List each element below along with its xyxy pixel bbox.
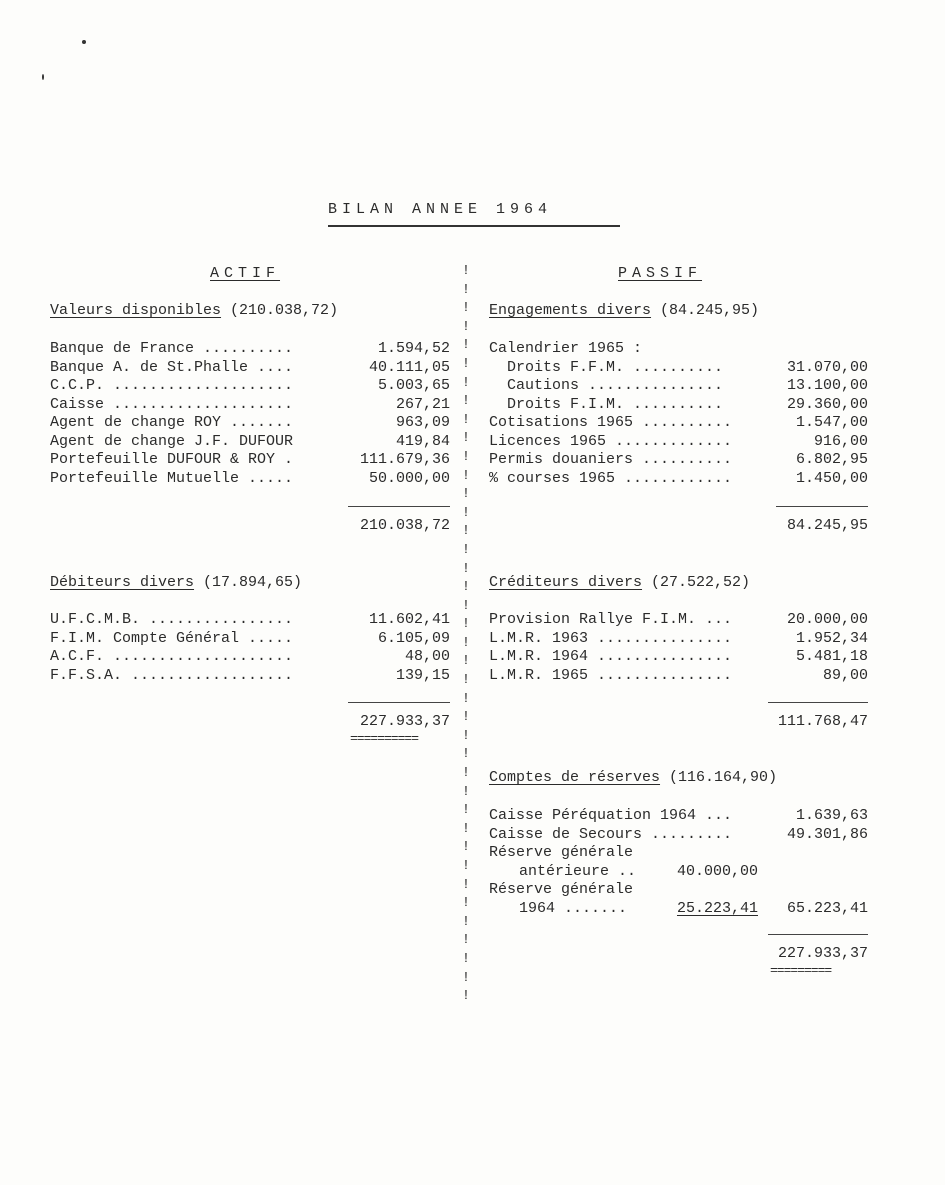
- passif-row: Cotisations 1965 ..........: [489, 414, 733, 431]
- passif-row: Cautions ...............: [489, 377, 724, 394]
- actif-row: Portefeuille DUFOUR & ROY .: [50, 451, 294, 468]
- actif-row: C.C.P. ....................: [50, 377, 294, 394]
- passif-row: L.M.R. 1965 ...............: [489, 666, 733, 684]
- valeurs-total: (210.038,72): [230, 302, 339, 319]
- passif-value: 89,00: [822, 666, 868, 684]
- engagements-total: (84.245,95): [660, 302, 760, 319]
- valeurs-label: Valeurs disponibles: [50, 302, 222, 319]
- actif-total-double-rule: ==========: [350, 731, 419, 746]
- reserve-generale-total: 65.223,41: [786, 899, 868, 917]
- actif-row: Caisse ....................: [50, 395, 294, 413]
- subtotal-rule: [776, 506, 868, 507]
- passif-value: 916,00: [813, 432, 868, 450]
- year-value: 25.223,41: [676, 899, 758, 917]
- passif-value: 29.360,00: [786, 395, 868, 413]
- passif-value: 1.450,00: [795, 469, 868, 487]
- subtotal-rule: [768, 702, 868, 703]
- passif-value: 20.000,00: [786, 611, 868, 628]
- actif-value: 5.003,65: [377, 377, 450, 394]
- passif-row: L.M.R. 1963 ...............: [489, 629, 733, 647]
- valeurs-heading: [50, 302, 338, 320]
- actif-value: 267,21: [395, 395, 450, 413]
- crediteurs-heading: [489, 574, 750, 592]
- passif-row: Droits F.F.M. ..........: [489, 358, 724, 376]
- year-label: 1964 .......: [519, 899, 628, 917]
- page-title: BILAN ANNEE 1964: [328, 201, 553, 218]
- total-rule: [768, 934, 868, 935]
- reserves-label: Comptes de réserves: [489, 769, 661, 786]
- actif-value: 419,84: [395, 432, 450, 450]
- passif-heading: PASSIF: [618, 265, 703, 282]
- actif-row: Agent de change J.F. DUFOUR: [50, 432, 294, 450]
- passif-row: Caisse Péréquation 1964 ...: [489, 807, 733, 824]
- passif-row: Permis douaniers ..........: [489, 451, 733, 468]
- actif-row: Banque de France ..........: [50, 340, 294, 357]
- actif-row: F.F.S.A. ..................: [50, 666, 294, 684]
- crediteurs-label: Créditeurs divers: [489, 574, 643, 591]
- passif-value: 31.070,00: [786, 358, 868, 376]
- ink-speck: [42, 74, 44, 80]
- actif-value: 48,00: [404, 648, 450, 665]
- actif-value: 11.602,41: [368, 611, 450, 628]
- actif-value: 963,09: [395, 414, 450, 431]
- actif-value: 40.111,05: [368, 358, 450, 376]
- passif-value: 5.481,18: [795, 648, 868, 665]
- engagements-heading: [489, 302, 759, 320]
- actif-row: F.I.M. Compte Général .....: [50, 629, 294, 647]
- actif-value: 1.594,52: [377, 340, 450, 357]
- actif-row: A.C.F. ....................: [50, 648, 294, 665]
- total-rule: [348, 702, 450, 703]
- debiteurs-total: (17.894,65): [203, 574, 303, 591]
- debiteurs-heading: [50, 574, 302, 592]
- passif-value: 1.952,34: [795, 629, 868, 647]
- actif-heading: ACTIF: [210, 265, 281, 282]
- passif-total: 227.933,37: [777, 945, 868, 962]
- passif-row: L.M.R. 1964 ...............: [489, 648, 733, 665]
- reserves-heading: [489, 769, 777, 787]
- title-underline: [328, 225, 620, 227]
- reserves-total: (116.164,90): [669, 769, 778, 786]
- passif-row: Droits F.I.M. ..........: [489, 395, 724, 413]
- passif-row: Provision Rallye F.I.M. ...: [489, 611, 733, 628]
- passif-row: % courses 1965 ............: [489, 469, 733, 487]
- ink-speck: [82, 40, 86, 44]
- subtotal-rule: [348, 506, 450, 507]
- reserve-generale-label: Réserve générale: [489, 844, 634, 861]
- passif-row: Calendrier 1965 :: [489, 340, 643, 357]
- actif-row: Portefeuille Mutuelle .....: [50, 469, 294, 487]
- actif-value: 111.679,36: [359, 451, 450, 468]
- actif-row: Banque A. de St.Phalle ....: [50, 358, 294, 376]
- crediteurs-subtotal: 111.768,47: [777, 713, 868, 730]
- anterieure-label: antérieure ..: [519, 862, 637, 880]
- passif-value: 49.301,86: [786, 825, 868, 843]
- column-separator: ! ! ! ! ! ! ! ! ! ! ! ! ! ! ! ! ! ! ! ! ! ! ! ! ! ! ! ! ! ! ! ! ! ! ! ! ! ! ! !: [461, 263, 471, 1005]
- actif-value: 6.105,09: [377, 629, 450, 647]
- actif-total: 227.933,37: [359, 713, 450, 730]
- reserve-generale-label: Réserve générale: [489, 881, 634, 898]
- actif-row: Agent de change ROY .......: [50, 414, 294, 431]
- anterieure-value: 40.000,00: [676, 862, 758, 880]
- passif-value: 1.547,00: [795, 414, 868, 431]
- actif-row: U.F.C.M.B. ................: [50, 611, 294, 628]
- engagements-subtotal: 84.245,95: [786, 517, 868, 534]
- passif-row: Licences 1965 .............: [489, 432, 733, 450]
- passif-row: Caisse de Secours .........: [489, 825, 733, 843]
- debiteurs-label: Débiteurs divers: [50, 574, 195, 591]
- engagements-label: Engagements divers: [489, 302, 652, 319]
- passif-total-double-rule: =========: [770, 963, 832, 978]
- crediteurs-total: (27.522,52): [651, 574, 751, 591]
- valeurs-subtotal: 210.038,72: [359, 517, 450, 534]
- passif-value: 6.802,95: [795, 451, 868, 468]
- actif-value: 139,15: [395, 666, 450, 684]
- actif-value: 50.000,00: [368, 469, 450, 487]
- passif-value: 1.639,63: [795, 807, 868, 824]
- passif-value: 13.100,00: [786, 377, 868, 394]
